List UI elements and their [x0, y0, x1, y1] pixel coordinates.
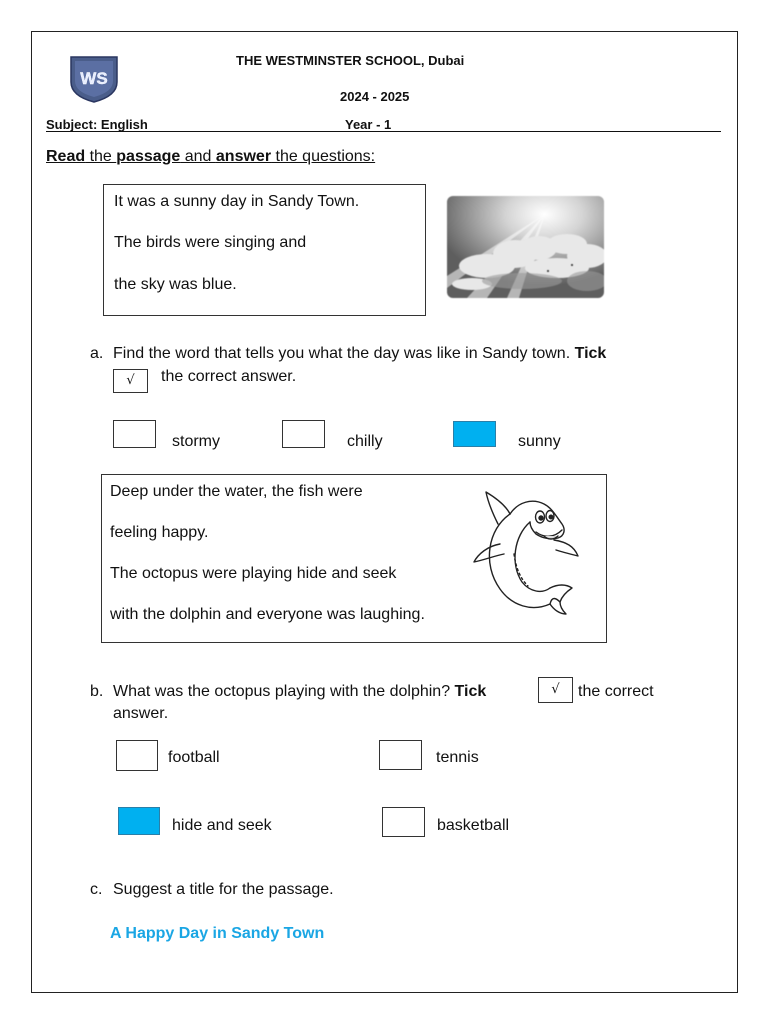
tick-example-b: √: [538, 677, 573, 703]
option-stormy-label: stormy: [172, 433, 220, 450]
passage-1-line: the sky was blue.: [114, 276, 237, 293]
question-b-marker: b.: [90, 683, 104, 700]
passage-2-line: feeling happy.: [110, 524, 209, 541]
instruction-passage: passage: [116, 148, 181, 165]
tick-example-a: √: [113, 369, 148, 393]
option-football-checkbox[interactable]: [116, 740, 158, 771]
instruction-text-1: the: [85, 148, 117, 165]
option-chilly-checkbox[interactable]: [282, 420, 325, 448]
option-basketball-checkbox[interactable]: [382, 807, 425, 837]
dolphin-illustration: [470, 484, 585, 624]
subject-label: Subject: English: [46, 117, 148, 132]
school-logo: [69, 54, 119, 104]
option-sunny-label: sunny: [518, 433, 561, 450]
option-basketball-label: basketball: [437, 817, 510, 834]
instruction-read: Read: [46, 148, 86, 165]
passage-2-line: with the dolphin and everyone was laughing.: [110, 606, 425, 623]
question-c-answer: A Happy Day in Sandy Town: [110, 925, 325, 942]
cloudy-sky-image: [447, 196, 604, 298]
question-b-text-3: answer.: [113, 705, 169, 722]
option-chilly-label: chilly: [347, 433, 383, 450]
academic-year: 2024 - 2025: [340, 89, 410, 104]
instruction-answer: answer: [215, 148, 272, 165]
option-hide-and-seek-checkbox[interactable]: [118, 807, 160, 835]
option-stormy-checkbox[interactable]: [113, 420, 156, 448]
option-tennis-checkbox[interactable]: [379, 740, 422, 770]
year-label: Year - 1: [345, 117, 392, 132]
question-b-text: [113, 683, 486, 701]
instruction: [46, 148, 375, 166]
option-football-label: football: [168, 749, 220, 766]
question-c-text: Suggest a title for the passage.: [113, 881, 334, 898]
passage-2-line: Deep under the water, the fish were: [110, 483, 363, 500]
question-a-text: [113, 345, 606, 363]
question-b-prompt: What was the octopus playing with the dolphin?: [113, 683, 455, 700]
option-sunny-checkbox[interactable]: [453, 421, 496, 447]
passage-1-line: It was a sunny day in Sandy Town.: [114, 193, 360, 210]
school-name: THE WESTMINSTER SCHOOL, Dubai: [236, 53, 465, 68]
header-divider: [46, 131, 721, 132]
question-a-prompt: Find the word that tells you what the day was like in Sandy town.: [113, 345, 575, 362]
passage-1-box: [103, 184, 426, 316]
question-b-tick-word: Tick: [454, 683, 487, 700]
logo-lettering: WS: [80, 69, 108, 88]
question-b-text-2: the correct: [578, 683, 654, 700]
passage-2-line: The octopus were playing hide and seek: [110, 565, 397, 582]
question-a-text-2: the correct answer.: [161, 368, 297, 385]
question-a-marker: a.: [90, 345, 104, 362]
instruction-text-3: the questions:: [271, 148, 376, 165]
question-c-marker: c.: [90, 881, 103, 898]
instruction-text-2: and: [180, 148, 216, 165]
option-tennis-label: tennis: [436, 749, 479, 766]
passage-1-line: The birds were singing and: [114, 234, 307, 251]
question-a-tick-word: Tick: [574, 345, 607, 362]
option-hide-and-seek-label: hide and seek: [172, 817, 272, 834]
